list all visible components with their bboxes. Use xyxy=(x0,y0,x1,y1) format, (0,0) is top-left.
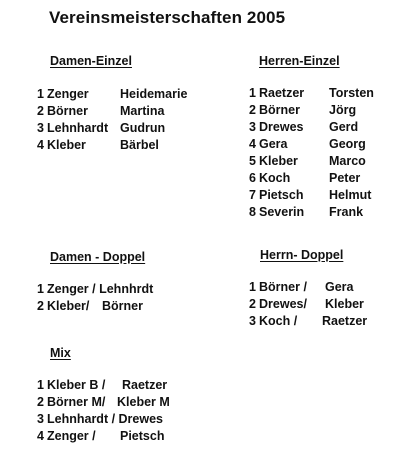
section-heading-damen-doppel: Damen - Doppel xyxy=(50,250,146,264)
section-heading-mix: Mix xyxy=(50,346,71,360)
pair: Börner M/ xyxy=(47,395,106,409)
rank: 3 xyxy=(249,120,256,134)
surname: Pietsch xyxy=(259,188,304,202)
partner: Pietsch xyxy=(120,429,165,443)
rank: 2 xyxy=(37,104,44,118)
section-heading-damen-einzel: Damen-Einzel xyxy=(50,54,132,68)
rank: 1 xyxy=(249,86,256,100)
rank: 2 xyxy=(37,299,44,313)
surname: Koch xyxy=(259,171,291,185)
section-heading-herren-einzel: Herren-Einzel xyxy=(259,54,340,68)
rank: 1 xyxy=(37,282,44,296)
rank: 2 xyxy=(249,103,256,117)
first-name: Gerd xyxy=(329,120,359,134)
surname: Drewes xyxy=(259,120,304,134)
pair: Kleber B / xyxy=(47,378,106,392)
rank: 1 xyxy=(37,378,44,392)
rank: 3 xyxy=(249,314,256,328)
rank: 6 xyxy=(249,171,256,185)
rank: 4 xyxy=(37,429,44,443)
pair: Drewes/ xyxy=(259,297,307,311)
surname: Kleber xyxy=(259,154,298,168)
surname: Raetzer xyxy=(259,86,305,100)
first-name: Helmut xyxy=(329,188,372,202)
surname: Börner xyxy=(259,103,300,117)
first-name: Martina xyxy=(120,104,165,118)
rank: 8 xyxy=(249,205,256,219)
first-name: Jörg xyxy=(329,103,357,117)
surname: Gera xyxy=(259,137,288,151)
first-name: Torsten xyxy=(329,86,374,100)
rank: 4 xyxy=(37,138,44,152)
pair: Lehnhardt / Drewes xyxy=(47,412,163,426)
section-heading-herrn-doppel: Herrn- Doppel xyxy=(260,248,344,262)
surname: Börner xyxy=(47,104,88,118)
rank: 4 xyxy=(249,137,256,151)
first-name: Georg xyxy=(329,137,366,151)
surname: Kleber xyxy=(47,138,86,152)
first-name: Gudrun xyxy=(120,121,166,135)
surname: Lehnhardt xyxy=(47,121,109,135)
pair: Börner / xyxy=(259,280,307,294)
page-title: Vereinsmeisterschaften 2005 xyxy=(49,8,286,27)
rank: 2 xyxy=(37,395,44,409)
rank: 7 xyxy=(249,188,256,202)
pair: Koch / xyxy=(259,314,298,328)
rank: 3 xyxy=(37,412,44,426)
partner: Kleber xyxy=(325,297,364,311)
partner: Raetzer xyxy=(322,314,368,328)
rank: 2 xyxy=(249,297,256,311)
partner: Raetzer xyxy=(122,378,168,392)
rank: 1 xyxy=(249,280,256,294)
partner: Gera xyxy=(325,280,354,294)
partner: Börner xyxy=(102,299,143,313)
first-name: Bärbel xyxy=(120,138,159,152)
first-name: Peter xyxy=(329,171,361,185)
pair: Zenger / Lehnhrdt xyxy=(47,282,154,296)
rank: 5 xyxy=(249,154,256,168)
rank: 3 xyxy=(37,121,44,135)
partner: Kleber M xyxy=(117,395,170,409)
surname: Zenger xyxy=(47,87,89,101)
first-name: Heidemarie xyxy=(120,87,188,101)
first-name: Frank xyxy=(329,205,364,219)
rank: 1 xyxy=(37,87,44,101)
surname: Severin xyxy=(259,205,305,219)
pair: Zenger / xyxy=(47,429,96,443)
first-name: Marco xyxy=(329,154,366,168)
pair: Kleber/ xyxy=(47,299,90,313)
